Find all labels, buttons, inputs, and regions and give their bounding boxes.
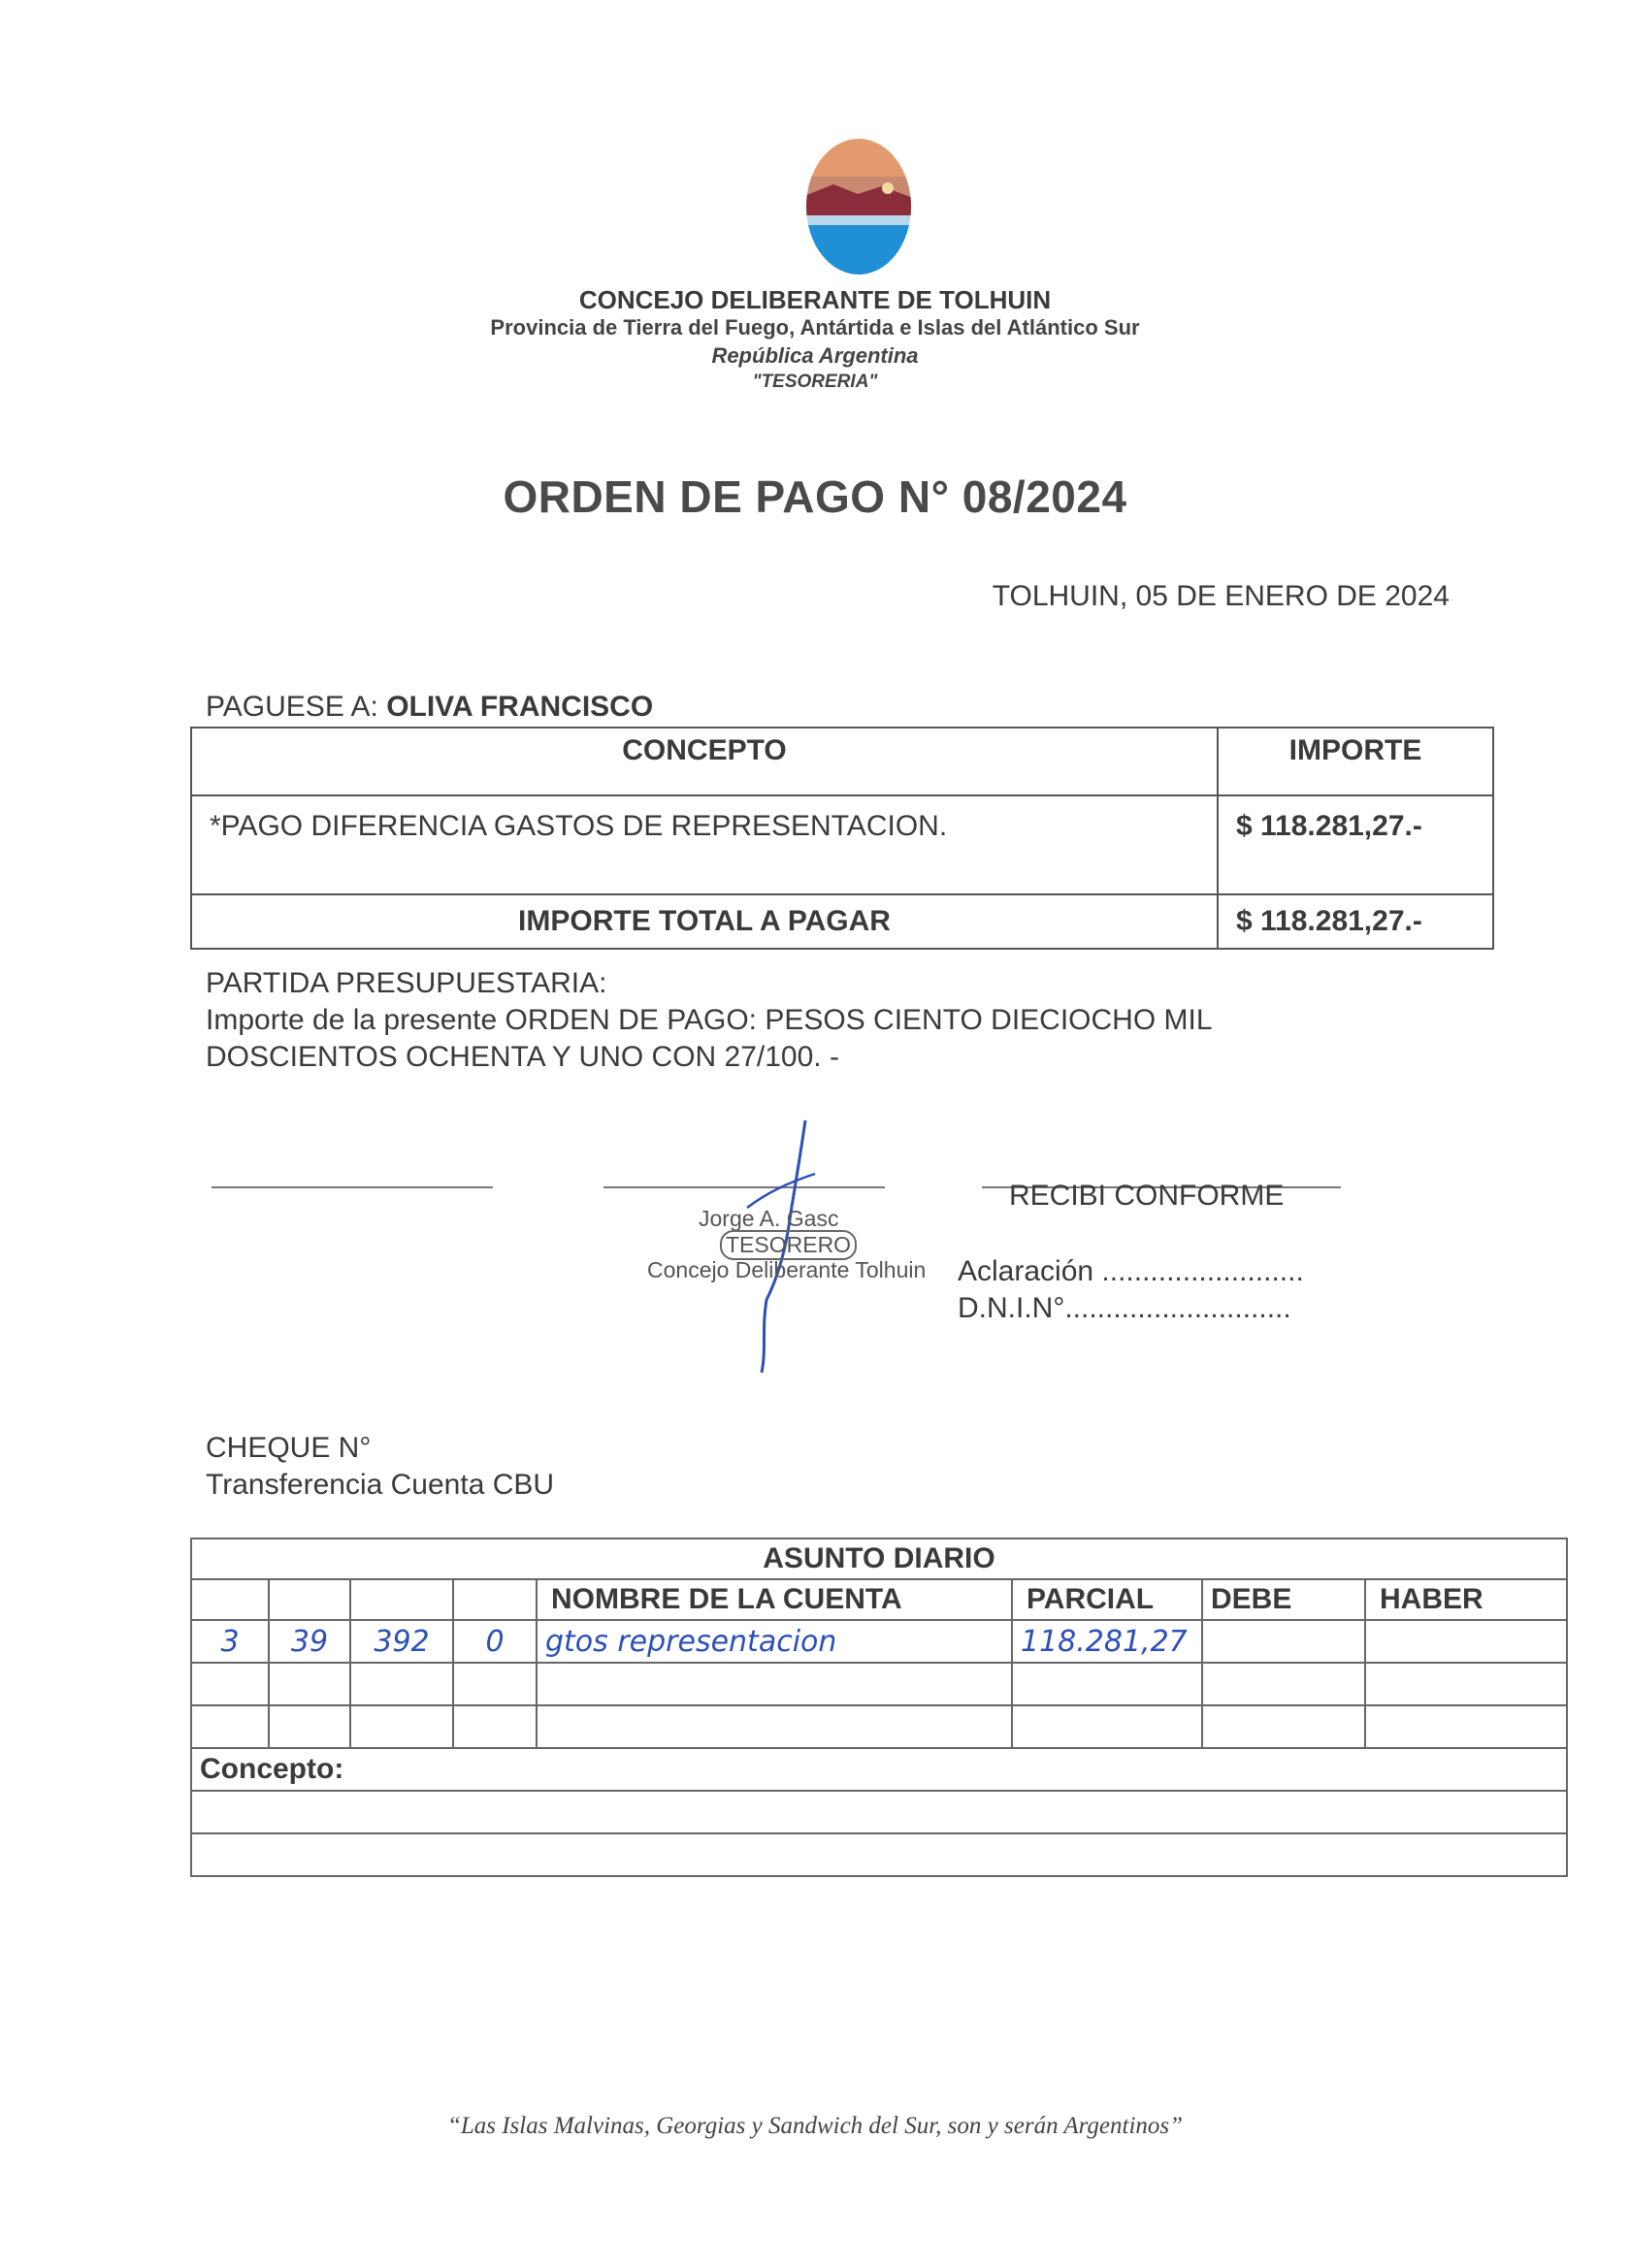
payee-name: OLIVA FRANCISCO xyxy=(386,691,654,723)
empty-cell xyxy=(1202,1663,1365,1705)
amount-in-words-line2: DOSCIENTOS OCHENTA Y UNO CON 27/100. - xyxy=(206,1041,839,1073)
cheque-label: CHEQUE N° xyxy=(206,1432,372,1464)
total-label: IMPORTE TOTAL A PAGAR xyxy=(191,894,1218,949)
concept-header-row xyxy=(191,728,1493,795)
empty-cell xyxy=(269,1705,350,1748)
council-logo xyxy=(804,138,913,275)
amount-header: IMPORTE xyxy=(1218,728,1493,795)
transfer-label: Transferencia Cuenta CBU xyxy=(206,1469,555,1501)
empty-cell xyxy=(269,1663,350,1705)
journal-concept-label: Concepto: xyxy=(191,1748,1567,1791)
empty-cell xyxy=(453,1705,537,1748)
empty-cell xyxy=(537,1705,1012,1748)
table-row xyxy=(191,795,1493,894)
empty-cell xyxy=(350,1705,453,1748)
department-name: "TESORERIA" xyxy=(752,372,878,392)
country-name: República Argentina xyxy=(711,343,919,368)
issue-date: TOLHUIN, 05 DE ENERO DE 2024 xyxy=(992,580,1450,612)
handwritten-code-1: 3 xyxy=(191,1620,269,1663)
total-amount: $ 118.281,27.- xyxy=(1218,894,1493,949)
dni-field: D.N.I.N°............................ xyxy=(958,1292,1291,1324)
empty-cell xyxy=(191,1663,269,1705)
budget-label: PARTIDA PRESUPUESTARIA: xyxy=(206,967,607,999)
received-label: RECIBI CONFORME xyxy=(1009,1180,1285,1212)
page-title: ORDEN DE PAGO N° 08/2024 xyxy=(503,471,1127,522)
debit-cell xyxy=(1202,1620,1365,1663)
table-row xyxy=(191,1620,1567,1663)
signature-line-left xyxy=(212,1186,493,1188)
stamp-org: Concejo Deliberante Tolhuin xyxy=(647,1257,927,1282)
total-row xyxy=(191,894,1493,949)
amount-cell: $ 118.281,27.- xyxy=(1218,795,1493,894)
org-name: CONCEJO DELIBERANTE DE TOLHUIN xyxy=(578,285,1052,314)
budget-section xyxy=(206,965,1467,1076)
handwritten-code-4: 0 xyxy=(453,1620,537,1663)
empty-cell xyxy=(350,1663,453,1705)
footer-motto: “Las Islas Malvinas, Georgias y Sandwich del Sur, son y serán Argentinos” xyxy=(446,2113,1184,2139)
empty-cell xyxy=(453,1663,537,1705)
table-row xyxy=(191,1705,1567,1748)
province-name: Provincia de Tierra del Fuego, Antártida e Islas del Atlántico Sur xyxy=(490,315,1140,340)
code-col-3 xyxy=(350,1579,453,1620)
journal-concept-row xyxy=(191,1748,1567,1791)
handwritten-partial-amount: 118.281,27 xyxy=(1012,1620,1202,1663)
table-row xyxy=(191,1833,1567,1876)
payee-label: PAGUESE A: xyxy=(206,691,387,723)
code-col-2 xyxy=(269,1579,350,1620)
credit-header: HABER xyxy=(1365,1579,1567,1620)
empty-cell xyxy=(1365,1663,1567,1705)
empty-cell xyxy=(1012,1705,1202,1748)
empty-cell xyxy=(1012,1663,1202,1705)
journal-table xyxy=(190,1538,1568,1877)
empty-cell xyxy=(191,1705,269,1748)
table-row xyxy=(191,1663,1567,1705)
code-col-1 xyxy=(191,1579,269,1620)
payment-method xyxy=(206,1430,554,1504)
clarification-field: Aclaración ......................... xyxy=(958,1255,1304,1287)
handwritten-account-name: gtos representacion xyxy=(537,1620,1012,1663)
handwritten-code-3: 392 xyxy=(350,1620,453,1663)
account-name-header: NOMBRE DE LA CUENTA xyxy=(537,1579,1012,1620)
empty-cell xyxy=(1365,1705,1567,1748)
empty-cell xyxy=(537,1663,1012,1705)
code-col-4 xyxy=(453,1579,537,1620)
debit-header: DEBE xyxy=(1202,1579,1365,1620)
journal-header-row xyxy=(191,1579,1567,1620)
table-row xyxy=(191,1791,1567,1833)
amount-in-words-line1: Importe de la presente ORDEN DE PAGO: PESOS CIENTO DIECIOCHO MIL xyxy=(206,1004,1213,1036)
stamp-name: Jorge A. Gasc xyxy=(699,1206,839,1231)
credit-cell xyxy=(1365,1620,1567,1663)
concept-header: CONCEPTO xyxy=(191,728,1218,795)
concept-cell: *PAGO DIFERENCIA GASTOS DE REPRESENTACION. xyxy=(191,795,1218,894)
handwritten-code-2: 39 xyxy=(269,1620,350,1663)
empty-cell xyxy=(191,1791,1567,1833)
journal-caption-row xyxy=(191,1539,1567,1579)
partial-header: PARCIAL xyxy=(1012,1579,1202,1620)
payee-line xyxy=(206,691,653,724)
empty-cell xyxy=(1202,1705,1365,1748)
empty-cell xyxy=(191,1833,1567,1876)
concept-table xyxy=(190,727,1494,950)
journal-caption: ASUNTO DIARIO xyxy=(191,1539,1567,1579)
stamp-role: TESORERO xyxy=(720,1230,857,1260)
